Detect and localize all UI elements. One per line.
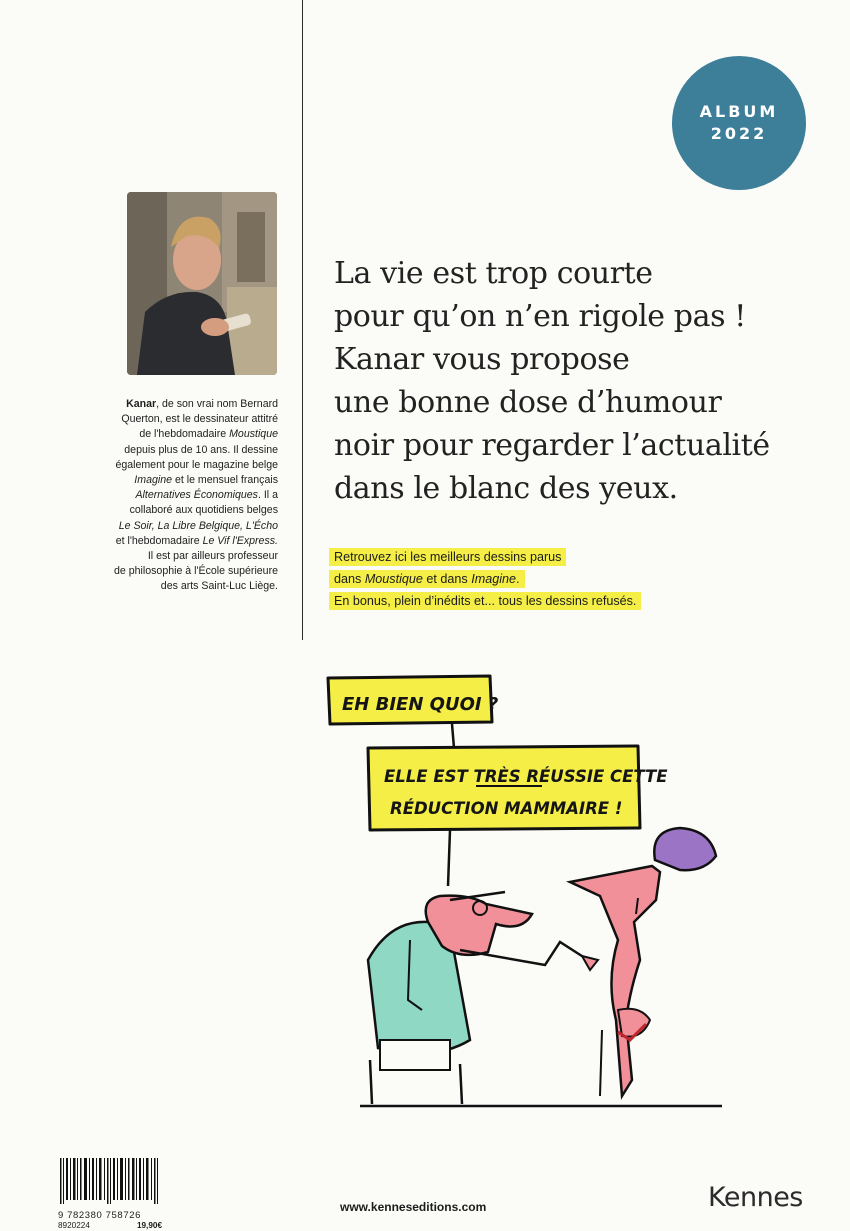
headline	[334, 252, 834, 510]
bio-line: collaboré aux quotidiens belges	[129, 504, 278, 517]
promo-text	[329, 546, 641, 612]
author-photo	[127, 192, 277, 375]
bio-line: également pour le magazine belge	[115, 458, 278, 471]
headline-line: noir pour regarder l’actualité	[334, 428, 770, 463]
bio-line: Querton, est le dessinateur attitré	[121, 413, 278, 426]
bio-italic: Le Vif l'Express.	[202, 534, 278, 547]
barcode-bars	[58, 1158, 162, 1204]
bubble-1-text: EH BIEN QUOI ?	[342, 694, 499, 715]
bio-text: de l'hebdomadaire	[139, 428, 230, 441]
bio-line: des arts Saint-Luc Liège.	[160, 580, 278, 593]
promo-line: En bonus, plein d’inédits et... tous les dessins refusés.	[329, 592, 641, 610]
isbn-digits: 9 782380 758726	[58, 1210, 141, 1221]
price: 19,90€	[136, 1221, 162, 1230]
product-code: 8920224	[58, 1221, 90, 1230]
badge-label: ALBUM	[699, 102, 779, 121]
bio-italic: Imagine	[134, 474, 172, 487]
bubble-2-line1: ELLE EST TRÈS RÉUSSIE CETTE	[384, 767, 668, 786]
bio-text: et l'hebdomadaire	[115, 534, 203, 547]
bio-line: de philosophie à l'École supérieure	[114, 565, 278, 578]
headline-line: une bonne dose d’humour	[334, 385, 722, 420]
author-bio	[60, 397, 278, 595]
bio-line	[60, 534, 278, 549]
publisher-website[interactable]: www.kenneseditions.com	[340, 1200, 487, 1214]
bio-italic: Moustique	[229, 428, 278, 441]
bio-line	[60, 488, 278, 503]
bio-line: depuis plus de 10 ans. Il dessine	[124, 443, 278, 456]
bio-line	[60, 427, 278, 442]
bubble-2-line2: RÉDUCTION MAMMAIRE !	[390, 799, 623, 818]
bio-line	[60, 519, 278, 534]
bio-line: Il est par ailleurs professeur	[147, 550, 278, 563]
publisher-logo: Kennes	[708, 1182, 803, 1213]
bio-text: et le mensuel français	[172, 474, 278, 487]
promo-line: dans Moustique et dans Imagine.	[329, 570, 525, 588]
bio-italic: Alternatives Économiques	[135, 489, 258, 502]
headline-line: La vie est trop courte	[334, 256, 653, 291]
barcode	[58, 1158, 162, 1231]
bio-author: Kanar	[126, 398, 157, 410]
badge-year: 2022	[710, 124, 768, 143]
headline-line: pour qu’on n’en rigole pas !	[334, 299, 746, 334]
headline-line: Kanar vous propose	[334, 342, 630, 377]
album-badge	[672, 56, 806, 190]
doctor-figure	[368, 892, 598, 1104]
cartoon-illustration	[300, 660, 780, 1120]
headline-line: dans le blanc des yeux.	[334, 471, 678, 506]
bio-italic: Le Soir, La Libre Belgique, L'Écho	[118, 519, 278, 532]
bio-text: , de son vrai nom Bernard	[156, 398, 278, 410]
column-divider	[302, 0, 303, 640]
bio-line	[60, 473, 278, 488]
bio-text: . Il a	[257, 489, 278, 502]
promo-line: Retrouvez ici les meilleurs dessins parus	[329, 548, 566, 566]
bio-line	[60, 397, 278, 412]
